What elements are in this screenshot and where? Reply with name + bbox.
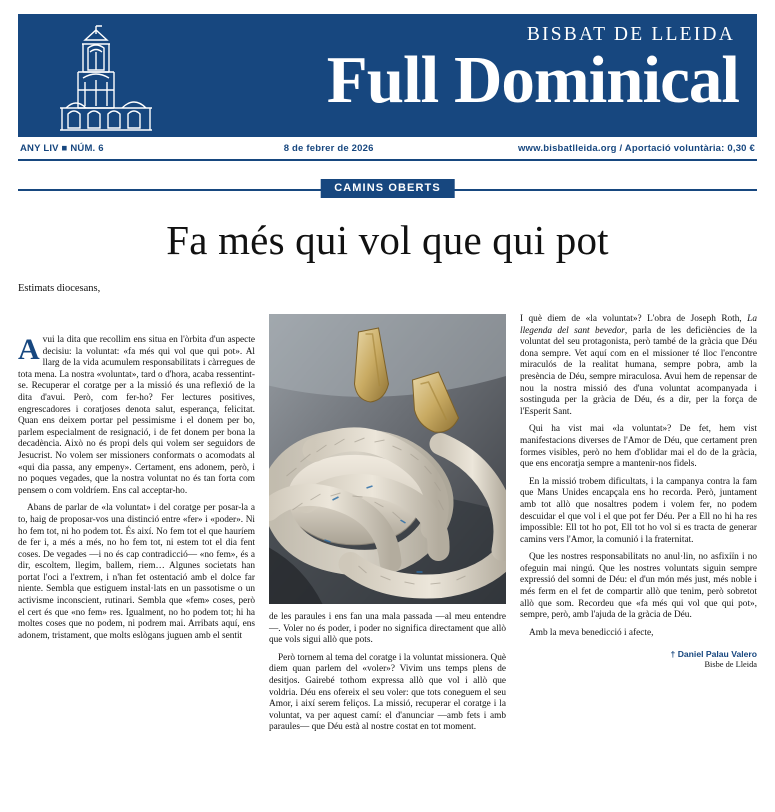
article-body: [18, 314, 757, 804]
masthead-title-block: [326, 20, 741, 117]
paragraph: [520, 314, 757, 418]
article-headline: Fa més qui vol que qui pot: [166, 217, 609, 263]
paragraph: [18, 335, 255, 497]
paragraph-text-part: I què diem de «la voluntat»? L'obra de Joseph Roth,: [520, 314, 748, 324]
info-bar: [18, 136, 757, 161]
section-header: [18, 177, 757, 203]
article-column-3: [520, 314, 757, 804]
cathedral-tower-icon: [52, 22, 160, 134]
paragraph: de les paraules i ens fan una mala passada —al meu entendre—. Voler no és poder, i poder no significa directament que allò que vols sigui allò que pots.: [269, 612, 506, 646]
signature-role: Bisbe de Lleida: [704, 660, 757, 670]
newspaper-page: [0, 14, 775, 812]
paragraph: Abans de parlar de «la voluntat» i del coratge per posar-la a to, haig de proposar-vos una distinció entre «fer» i «poder». Ni ho fem tot, ni ho podem tot. És així. No fem tot el que hauríem de fer i, a més a més, no ho fem tot, ni estem tot el dia fent coses. De vegades —i no és cap contradicció— «no fem», és a dir, escoltem, llegim, ballem, riem… Algunes societats han portat l'oci a l'extrem, i n'han fet ostentació amb el dolce far niente. Sembla que estiguem instal·lats en un passotisme o un activisme inconscient, rutinari. Sembla que «fem» coses, però el cert és que «no fem» res. Igualment, no ho podem tot; hi ha moltes coses que no podem, ni podrem mai. Arribats aquí, ens adonem, tristament, que molts eslògans juguen amb el sentit: [18, 503, 255, 641]
article-column-1: [18, 314, 255, 804]
paragraph-text-part: , parla de les deficiències de la voluntat del seu protagonista, però també de la gràcia que Déu dona sempre. Vet aquí com en el missioner té lloc l'encontre miraculós de la realitat humana, sempre pobra, amb la presència de Déu, sempre miraculosa. Avui hem de repensar de nou la nostra missió des d'una voluntat acompanyada i sostinguda per la gràcia de Déu, és a dir, per la força de l'Esperit Sant.: [520, 325, 757, 417]
book-title-italic: La llegenda del sant bevedor: [520, 314, 757, 336]
masthead-kicker: BISBAT DE LLEIDA: [526, 24, 735, 45]
masthead-title: Full Dominical: [326, 43, 739, 117]
signature-name: † Daniel Palau Valero: [670, 649, 757, 660]
website-and-price[interactable]: www.bisbatlleida.org / Aportació voluntària: 0,30 €: [517, 142, 755, 154]
paragraph: Però tornem al tema del coratge i la voluntat missionera. Què diem quan parlem del «voler»? Vivim uns temps plens de desitjos. Gairebé tothom expressa allò que vol i allò que voldria. Déu ens ofereix el seu voler: que tots coneguem el seu Amor, i així serem feliços. La missió, recuperar el coratge i la voluntat, va per aquest camí: el d'anunciar —amb fets i amb paraules— que Déu està al nostre costat en tot moment.: [269, 652, 506, 733]
paragraph: En la missió trobem dificultats, i la campanya contra la fam que Mans Unides encapçala ens ho recorda. Però, juntament amb tot allò que nosaltres podem i volem fer, no podem descuidar el que vol i el que pot fer Déu. Per a Ell no hi ha res impossible: Ell tot ho pot, Ell tot ho vol si es tracta de generar camins vers l'Amor, la comunió i la fraternitat.: [520, 476, 757, 545]
paragraph-text: vui la dita que recollim ens situa en l'òrbita d'un aspecte decisiu: la voluntat: «fa més qui vol que qui pot». Al llarg de la vida acumulem responsabilitats i càrregues de tota mena. La nostra «voluntat», tard o d'hora, acaba ressentint-se. Recuperar el coratge per a la missió és una reflexió de la dita d'avui. Però, com fer-ho? Fer lectures positives, engrescadores i coratjoses denota salut, esperança, felicitat. Quan ens deixem portar pel pessimisme i el donem per bo, parlem especialment de resignació, i de fet donem per bona la decadència. Això no és propi dels qui volem ser seguidors de Jesucrist. No volem ser missioners conformats o acomodats al «qui dia passa, any empeny». Certament, ens adonem, però, i no poques vegades, que la nostra voluntat no és tan forta com pensem o com voldríem. Ens cal acceptar-ho.: [18, 335, 255, 496]
drop-cap: A: [18, 333, 40, 366]
paragraph: Amb la meva benedicció i afecte,: [529, 627, 654, 638]
paragraph: Que les nostres responsabilitats no anul·lin, no asfixiïn i no ofeguin mai ningú. Que les nostres voluntats siguin sempre expressió del somni de Déu: el d'un món més just, més noble i més ferm en el fet de compartir allò que tenim, però sobretot allò que som. Recordeu que «fa més qui vol que qui pot», sempre, però, amb l'ajuda de la gràcia de Déu.: [520, 552, 757, 621]
article-column-2: [269, 314, 506, 804]
paragraph: Qui ha vist mai «la voluntat»? De fet, hem vist manifestacions diverses de l'Amor de Déu, que certament pren formes visibles, però no hem d'oblidar mai el do de la gràcia, que ens encoratja sempre a mantenir-nos fidels.: [520, 424, 757, 470]
article-salutation: Estimats diocesans,: [18, 283, 101, 294]
publication-date: 8 de febrer de 2026: [283, 142, 374, 154]
edition-number: ANY LIV ■ NÚM. 6: [20, 142, 104, 154]
section-label: CAMINS OBERTS: [320, 179, 455, 198]
signature-block: [520, 649, 757, 669]
masthead: [18, 14, 757, 136]
rope-knot-photo: [269, 314, 506, 604]
